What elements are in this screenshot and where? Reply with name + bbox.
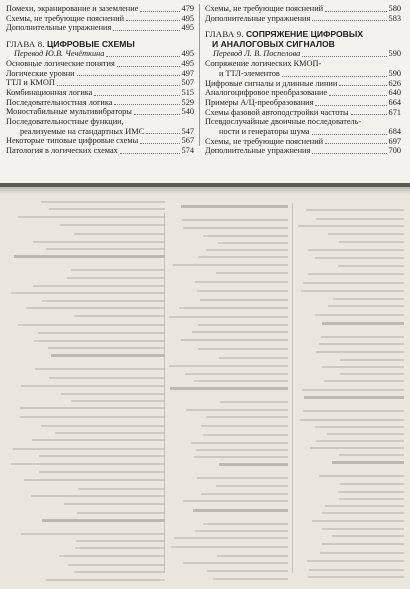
show-through-text-line bbox=[302, 389, 404, 391]
show-through-text-line bbox=[303, 282, 404, 284]
show-through-text-line bbox=[309, 569, 404, 571]
show-through-text-line bbox=[21, 533, 165, 535]
show-through-text-line bbox=[21, 385, 165, 387]
toc-entry-title: Цифровые сигналы и длинные линии bbox=[205, 78, 338, 88]
show-through-text-line bbox=[207, 570, 288, 572]
toc-entry[interactable] bbox=[205, 88, 401, 98]
toc-entry-page: 590 bbox=[388, 68, 401, 78]
toc-entry[interactable] bbox=[6, 146, 194, 156]
show-through-text-line bbox=[32, 439, 165, 441]
toc-leader-dots bbox=[146, 133, 179, 134]
toc-leader-dots bbox=[302, 56, 386, 57]
toc-leader-dots bbox=[140, 143, 179, 144]
toc-entry[interactable] bbox=[6, 59, 194, 69]
toc-leader-dots bbox=[126, 20, 179, 21]
show-through-text-line bbox=[300, 419, 404, 421]
show-through-text-line bbox=[24, 479, 165, 481]
show-through-text-line bbox=[181, 339, 288, 341]
toc-entry-title: Моностабильные мультивибраторы bbox=[6, 107, 132, 117]
toc-leader-dots bbox=[140, 11, 179, 12]
toc-entry-title: Комбинационная логика bbox=[6, 87, 93, 97]
toc-leader-dots bbox=[325, 11, 386, 12]
toc-leader-dots bbox=[312, 134, 387, 135]
toc-entry-page: 671 bbox=[388, 107, 401, 117]
toc-entry-page: 684 bbox=[388, 127, 401, 137]
show-through-text-line bbox=[183, 562, 288, 564]
toc-entry-title: Дополнительные упражнения bbox=[205, 13, 311, 23]
show-through-text-line bbox=[213, 578, 288, 580]
show-through-text-line bbox=[182, 219, 288, 221]
show-through-text-line bbox=[200, 299, 288, 301]
toc-entry[interactable] bbox=[6, 98, 194, 108]
toc-leader-dots bbox=[315, 105, 386, 106]
show-through-text-line bbox=[26, 307, 165, 309]
show-through-text-line bbox=[31, 495, 165, 497]
show-through-text-line bbox=[338, 491, 404, 493]
show-through-text-line bbox=[217, 555, 288, 557]
toc-leader-dots bbox=[120, 153, 180, 154]
toc-entry-title: Аналогоцифровое преобразование bbox=[205, 88, 328, 98]
show-through-text-line bbox=[195, 530, 288, 532]
toc-entry-multiline[interactable] bbox=[6, 117, 194, 136]
show-through-text-line bbox=[59, 555, 165, 557]
show-through-text-line bbox=[196, 449, 288, 451]
show-through-text-line bbox=[41, 201, 165, 203]
toc-entry[interactable] bbox=[205, 14, 401, 24]
show-through-text-line bbox=[170, 387, 288, 390]
show-through-text-line bbox=[61, 393, 165, 395]
show-through-text-line bbox=[315, 257, 404, 259]
toc-leader-dots bbox=[339, 85, 386, 86]
show-through-text-line bbox=[75, 547, 165, 549]
show-through-text-line bbox=[49, 208, 165, 210]
toc-entry[interactable] bbox=[6, 136, 194, 146]
toc-entry[interactable] bbox=[6, 14, 194, 24]
show-through-text-line bbox=[315, 314, 404, 316]
toc-entry-page: 497 bbox=[181, 68, 194, 78]
show-through-text-line bbox=[14, 255, 165, 258]
show-through-divider bbox=[292, 203, 293, 573]
toc-entry-page: 640 bbox=[388, 88, 401, 98]
show-through-text-line bbox=[183, 500, 288, 502]
chapter-number: ГЛАВА 9. bbox=[205, 29, 244, 40]
show-through-text-line bbox=[185, 373, 288, 375]
show-through-text-line bbox=[338, 265, 404, 267]
toc-entry[interactable] bbox=[205, 79, 401, 89]
show-through-text-line bbox=[71, 269, 165, 271]
show-through-text-line bbox=[322, 528, 404, 530]
toc-entry-title: Схемы, не требующие пояснений bbox=[6, 13, 125, 23]
toc-entry-page: 590 bbox=[388, 49, 401, 59]
toc-entry-page: 495 bbox=[181, 23, 194, 33]
toc-entry-title-line2: ности и генераторы шума bbox=[219, 127, 310, 137]
show-through-text-line bbox=[340, 359, 404, 361]
toc-entry-title-line2: реализуемые на стандартных ИМС bbox=[20, 126, 145, 136]
show-through-text-line bbox=[76, 540, 165, 542]
show-through-text-line bbox=[316, 440, 404, 442]
show-through-text-line bbox=[307, 560, 404, 562]
show-through-text-line bbox=[39, 455, 165, 457]
toc-entry-page: 495 bbox=[181, 58, 194, 68]
show-through-text-line bbox=[340, 373, 404, 375]
toc-entry-page: 626 bbox=[388, 78, 401, 88]
toc-entry-page: 547 bbox=[181, 126, 194, 136]
show-through-text-line bbox=[169, 365, 288, 367]
toc-entry-title-line1: Сопряжение логических КМОП- bbox=[205, 59, 322, 69]
show-through-text-line bbox=[328, 233, 404, 235]
show-through-back-page bbox=[0, 193, 410, 589]
toc-entry[interactable] bbox=[6, 69, 194, 79]
show-through-text-line bbox=[18, 216, 165, 218]
show-through-text-line bbox=[310, 447, 404, 449]
show-through-text-line bbox=[67, 277, 165, 279]
show-through-text-line bbox=[46, 579, 165, 581]
chapter-heading[interactable] bbox=[205, 29, 401, 49]
toc-entry-title: Последовательностная логика bbox=[6, 97, 113, 107]
show-through-text-line bbox=[197, 477, 288, 479]
show-through-text-line bbox=[301, 290, 404, 292]
toc-entry-page: 495 bbox=[181, 13, 194, 23]
show-through-text-line bbox=[195, 281, 288, 283]
toc-entry-title: Дополнительные упражнения bbox=[205, 146, 311, 156]
show-through-text-line bbox=[11, 463, 165, 465]
toc-entry-title: Примеры А/Ц-преобразования bbox=[205, 97, 314, 107]
toc-entry-multiline[interactable] bbox=[205, 59, 401, 78]
show-through-text-line bbox=[308, 576, 404, 578]
show-through-text-line bbox=[42, 519, 165, 522]
show-through-text-line bbox=[74, 315, 165, 317]
toc-entry-page: 540 bbox=[181, 107, 194, 117]
show-through-text-line bbox=[173, 264, 288, 266]
show-through-text-line bbox=[324, 380, 404, 382]
toc-leader-dots bbox=[351, 114, 387, 115]
show-through-text-line bbox=[319, 343, 404, 345]
show-through-text-line bbox=[38, 332, 165, 334]
show-through-text-line bbox=[206, 249, 288, 251]
show-through-text-line bbox=[169, 316, 288, 318]
show-through-text-line bbox=[219, 463, 288, 466]
show-through-text-line bbox=[325, 505, 404, 507]
show-through-text-line bbox=[220, 401, 288, 403]
show-through-text-line bbox=[303, 410, 404, 412]
toc-translator-entry[interactable] bbox=[205, 49, 401, 59]
show-through-text-line bbox=[201, 425, 288, 427]
toc-entry[interactable] bbox=[205, 137, 401, 147]
show-through-text-line bbox=[322, 322, 404, 325]
toc-leader-dots bbox=[57, 85, 180, 86]
show-through-text-line bbox=[339, 454, 404, 456]
show-through-text-line bbox=[219, 357, 288, 359]
toc-translator-name: Перевод Л. В. Поспелова bbox=[213, 49, 301, 59]
show-through-text-line bbox=[64, 503, 165, 505]
toc-entry-title: Схемы, не требующие пояснений bbox=[205, 4, 324, 13]
toc-entry-title: Дополнительные упражнения bbox=[6, 23, 112, 33]
toc-entry[interactable] bbox=[205, 4, 401, 14]
show-through-text-line bbox=[340, 483, 404, 485]
toc-leader-dots bbox=[134, 114, 180, 115]
show-through-text-line bbox=[322, 366, 404, 368]
show-through-text-line bbox=[312, 520, 404, 522]
toc-leader-dots bbox=[312, 153, 386, 154]
show-through-text-line bbox=[203, 434, 288, 436]
toc-entry[interactable] bbox=[6, 88, 194, 98]
show-through-text-line bbox=[194, 456, 288, 458]
toc-entry-title: Основные логические понятия bbox=[6, 58, 115, 68]
show-through-text-line bbox=[181, 205, 288, 208]
show-through-text-line bbox=[321, 336, 404, 338]
show-through-text-line bbox=[203, 523, 288, 525]
toc-entry[interactable] bbox=[6, 23, 194, 33]
show-through-text-line bbox=[77, 512, 165, 514]
show-through-text-line bbox=[201, 493, 288, 495]
show-through-text-line bbox=[206, 416, 288, 418]
show-through-text-line bbox=[13, 448, 165, 450]
toc-entry-title-line1: Последовательностные функции, bbox=[6, 117, 124, 127]
show-through-text-line bbox=[320, 552, 404, 554]
show-through-text-line bbox=[304, 396, 404, 399]
show-through-text-line bbox=[33, 285, 165, 287]
show-through-text-line bbox=[216, 272, 288, 274]
show-through-text-line bbox=[198, 324, 288, 326]
toc-entry-title-line2: и ТТЛ-элементов bbox=[219, 68, 280, 78]
toc-entry-title: Некоторые типовые цифровые схемы bbox=[6, 136, 139, 146]
chapter-number: ГЛАВА 8. bbox=[6, 39, 45, 50]
show-through-text-line bbox=[308, 273, 404, 275]
toc-leader-dots bbox=[106, 56, 179, 57]
show-through-text-line bbox=[308, 249, 404, 251]
show-through-text-line bbox=[71, 400, 165, 402]
show-through-text-line bbox=[322, 512, 404, 514]
show-through-text-line bbox=[339, 498, 404, 500]
toc-leader-dots bbox=[329, 95, 386, 96]
show-through-text-line bbox=[60, 224, 165, 226]
toc-entry[interactable] bbox=[205, 108, 401, 118]
toc-entry[interactable] bbox=[6, 107, 194, 117]
show-through-text-line bbox=[319, 475, 404, 477]
show-through-text-line bbox=[322, 543, 404, 545]
show-through-text-line bbox=[179, 307, 288, 309]
show-through-text-line bbox=[194, 380, 288, 382]
toc-leader-dots bbox=[325, 143, 386, 144]
show-through-text-line bbox=[74, 233, 165, 235]
toc-leader-dots bbox=[113, 30, 179, 31]
show-through-text-line bbox=[203, 235, 288, 237]
toc-entry-page: 529 bbox=[181, 97, 194, 107]
show-through-divider bbox=[164, 213, 165, 573]
show-through-text-line bbox=[171, 546, 288, 548]
toc-entry-page: 574 bbox=[181, 146, 194, 156]
show-through-text-line bbox=[306, 209, 404, 211]
toc-entry-page: 697 bbox=[388, 136, 401, 146]
toc-leader-dots bbox=[77, 75, 180, 76]
show-through-text-line bbox=[218, 242, 288, 244]
toc-left-column bbox=[6, 4, 194, 156]
show-through-text-line bbox=[328, 305, 404, 307]
show-through-text-line bbox=[74, 571, 165, 573]
show-through-text-line bbox=[197, 290, 288, 292]
show-through-text-line bbox=[48, 347, 165, 349]
show-through-text-line bbox=[192, 331, 288, 333]
toc-entry-page: 583 bbox=[388, 13, 401, 23]
show-through-text-line bbox=[34, 340, 165, 342]
toc-leader-dots bbox=[312, 20, 386, 21]
toc-entry[interactable] bbox=[6, 4, 194, 14]
show-through-text-line bbox=[18, 324, 165, 326]
show-through-text-line bbox=[316, 218, 404, 220]
show-through-text-line bbox=[46, 248, 165, 250]
toc-leader-dots bbox=[94, 95, 179, 96]
show-through-text-line bbox=[55, 432, 165, 434]
show-through-text-line bbox=[216, 485, 288, 487]
toc-entry-title: Помехи, экранирование и заземление bbox=[6, 4, 139, 13]
show-through-text-line bbox=[316, 351, 404, 353]
show-through-text-line bbox=[333, 298, 404, 300]
toc-entry-title: ТТЛ и КМОП bbox=[6, 78, 55, 88]
show-through-text-line bbox=[11, 292, 165, 294]
toc-entry-title-line1: Псевдослучайные двоичные последователь- bbox=[205, 117, 362, 127]
show-through-text-line bbox=[191, 442, 288, 444]
toc-entry-page: 567 bbox=[181, 136, 194, 146]
show-through-text-line bbox=[327, 433, 404, 435]
toc-entry[interactable] bbox=[205, 98, 401, 108]
show-through-text-line bbox=[339, 241, 404, 243]
toc-entry-page: 664 bbox=[388, 97, 401, 107]
chapter-title-line1: СОПРЯЖЕНИЕ ЦИФРОВЫХ bbox=[246, 29, 364, 40]
toc-entry-title: Схемы фазовой автоподстройки частоты bbox=[205, 107, 349, 117]
toc-entry[interactable] bbox=[6, 78, 194, 88]
toc-entry-page: 479 bbox=[181, 4, 194, 13]
toc-entry[interactable] bbox=[205, 146, 401, 156]
toc-entry-title: Схемы, не требующие пояснений bbox=[205, 136, 324, 146]
show-through-text-line bbox=[42, 300, 165, 302]
show-through-text-line bbox=[198, 256, 288, 258]
show-through-text-line bbox=[20, 407, 165, 409]
show-through-text-line bbox=[20, 416, 165, 418]
show-through-text-line bbox=[332, 461, 404, 464]
show-through-text-line bbox=[332, 535, 404, 537]
show-through-text-line bbox=[35, 368, 165, 370]
show-through-text-line bbox=[68, 564, 165, 566]
toc-right-column bbox=[205, 4, 401, 156]
toc-entry-title: Логические уровни bbox=[6, 68, 75, 78]
toc-leader-dots bbox=[117, 66, 180, 67]
toc-entry-page: 515 bbox=[181, 87, 194, 97]
toc-translator-entry[interactable] bbox=[6, 49, 194, 59]
toc-entry-multiline[interactable] bbox=[205, 117, 401, 136]
toc-translator-name: Перевод Ю.В. Чечёткина bbox=[14, 49, 105, 59]
show-through-text-line bbox=[193, 509, 288, 512]
toc-entry-title: Патология в логических схемах bbox=[6, 146, 118, 156]
show-through-text-line bbox=[33, 241, 165, 243]
chapter-title: ЦИФРОВЫЕ СХЕМЫ bbox=[47, 39, 135, 50]
chapter-heading[interactable] bbox=[6, 39, 194, 49]
show-through-text-line bbox=[183, 227, 288, 229]
show-through-text-line bbox=[49, 377, 165, 379]
show-through-text-line bbox=[78, 488, 165, 490]
show-through-text-line bbox=[39, 471, 165, 473]
show-through-text-line bbox=[174, 537, 288, 539]
show-through-text-line bbox=[186, 409, 288, 411]
show-through-text-line bbox=[315, 426, 404, 428]
column-divider bbox=[199, 4, 200, 146]
toc-entry-page: 580 bbox=[388, 4, 401, 13]
chapter-title-line2: И АНАЛОГОВЫХ СИГНАЛОВ bbox=[212, 39, 335, 50]
show-through-text-line bbox=[41, 425, 165, 427]
show-through-text-line bbox=[198, 348, 288, 350]
toc-leader-dots bbox=[282, 76, 387, 77]
toc-entry-page: 507 bbox=[181, 78, 194, 88]
toc-leader-dots bbox=[114, 104, 179, 105]
toc-entry-page: 495 bbox=[181, 49, 194, 59]
toc-entry-page: 700 bbox=[388, 146, 401, 156]
show-through-text-line bbox=[298, 225, 404, 227]
show-through-text-line bbox=[51, 354, 165, 357]
